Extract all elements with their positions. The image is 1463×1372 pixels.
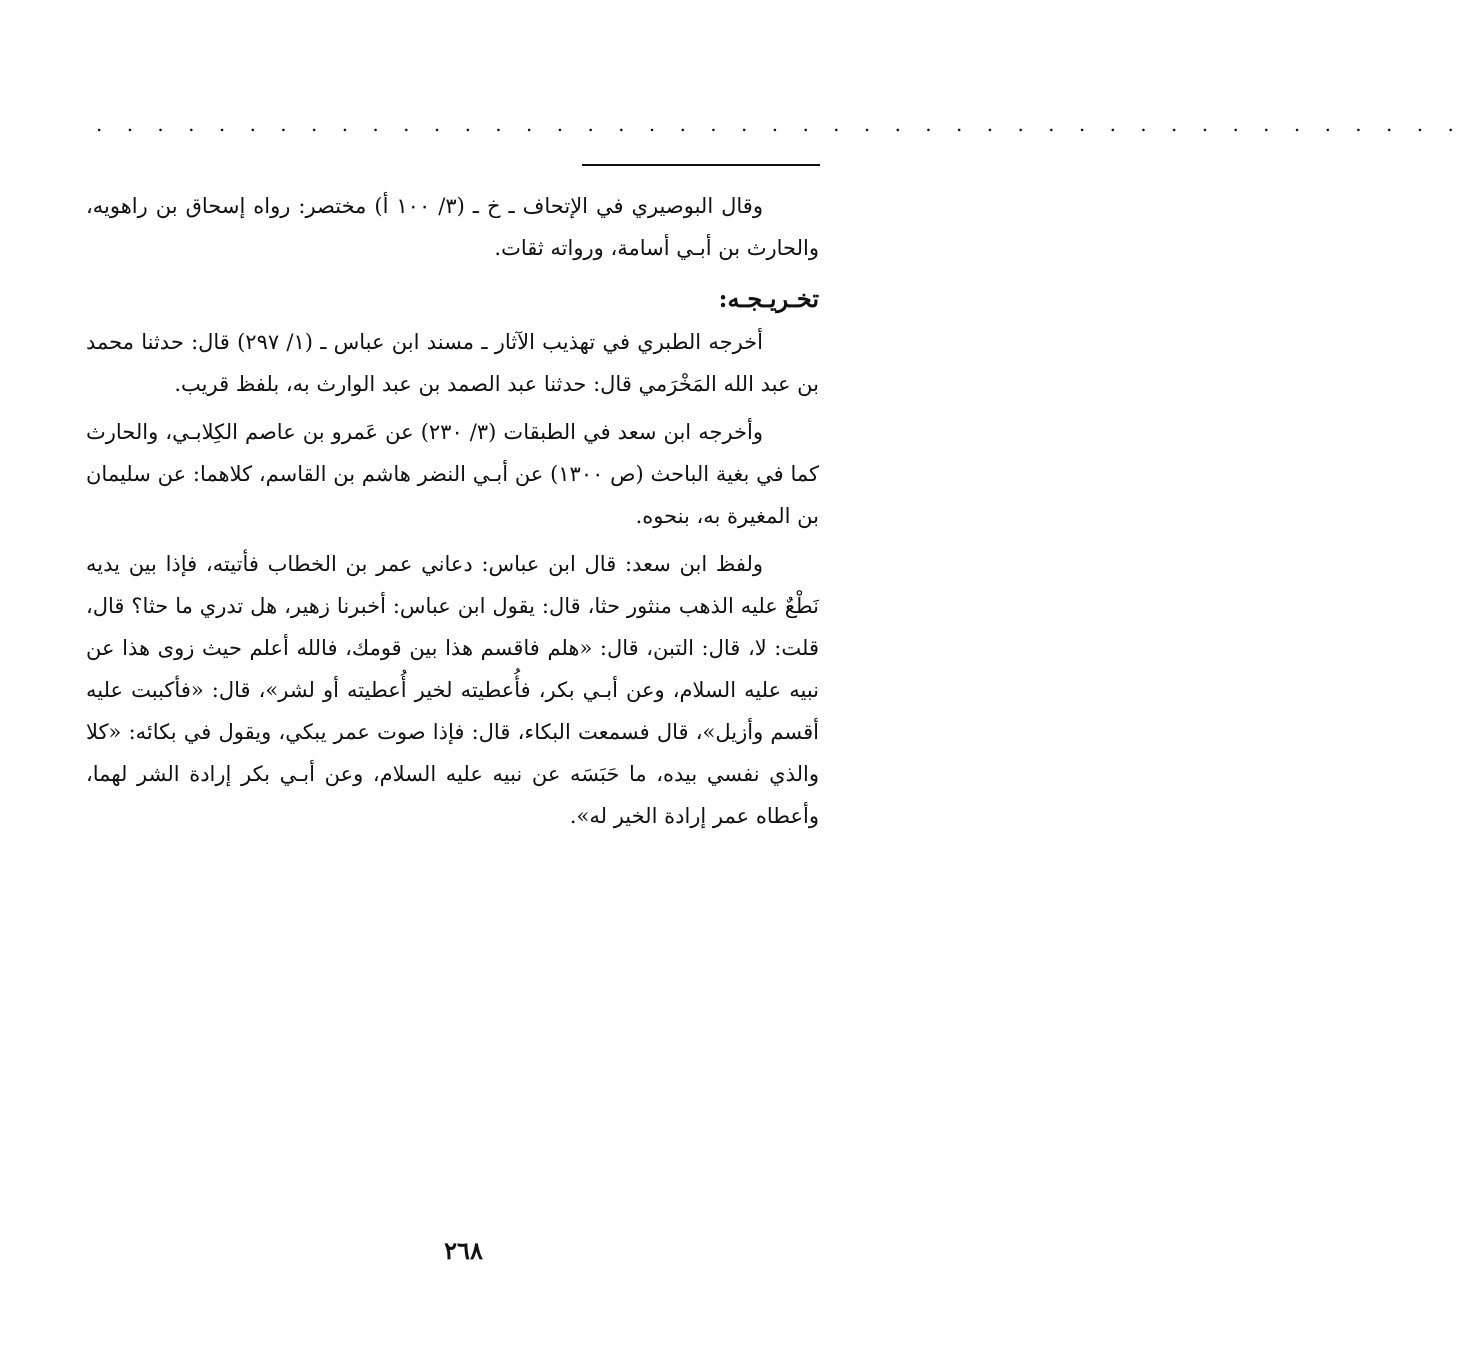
takhrij-paragraph-1: أخرجه الطبري في تهذيب الآثار ـ مسند ابن عباس ـ (١/ ٢٩٧) قال: حدثنا محمد بن عبد الله المَخْرَمي قال: حدثنا عبد الصمد بن عبد الوارث به، بلفظ قريب. bbox=[86, 330, 819, 396]
main-text bbox=[86, 185, 819, 837]
takhrij-paragraph-2: وأخرجه ابن سعد في الطبقات (٣/ ٢٣٠) عن عَمرو بن عاصم الكِلابـي، والحارث كما في بغية الباحث (ص ١٣٠٠) عن أبـي النضر هاشم بن القاسم، كلاهما: عن سليمان بن المغيرة به، بنحوه. bbox=[86, 420, 819, 528]
footnote-rule bbox=[582, 164, 820, 166]
section-heading: تخـريـجـه: bbox=[718, 284, 819, 313]
takhrij-paragraph-3: ولفظ ابن سعد: قال ابن عباس: دعاني عمر بن الخطاب فأتيته، فإذا بين يديه نَطْعٌ عليه الذهب منثور حثا، قال: يقول ابن عباس: أخبرنا زهير، هل تدري ما حثا؟ قال، قلت: لا، قال: التبن، قال: «هلم فاقسم هذا بين قومك، فالله أعلم حيث زوى هذا عن نبيه عليه السلام، وعن أبـي بكر، فأُعطيته لخير أُعطيته أو لشر»، قال: «فأكببت عليه أقسم وأزيل»، قال فسمعت البكاء، قال: فإذا صوت عمر يبكي، ويقول في بكائه: «كلا والذي نفسي بيده، ما حَبَسَه عن نبيه عليه السلام، وعن أبـي بكر إرادة الشر لهما، وأعطاه عمر إرادة الخير له». bbox=[86, 552, 819, 828]
page-number: ٢٦٨ bbox=[444, 1236, 483, 1265]
footnote-paragraph: وقال البوصيري في الإتحاف ـ خ ـ (٣/ ١٠٠ أ) مختصر: رواه إسحاق بن راهويه، والحارث بن أبـي أسامة، ورواته ثقات. bbox=[86, 194, 819, 260]
dotted-separator: . . . . . . . . . . . . . . . . . . . . . . . . . . . . . . . . . . . . . . . . . . . . . bbox=[96, 112, 1463, 136]
